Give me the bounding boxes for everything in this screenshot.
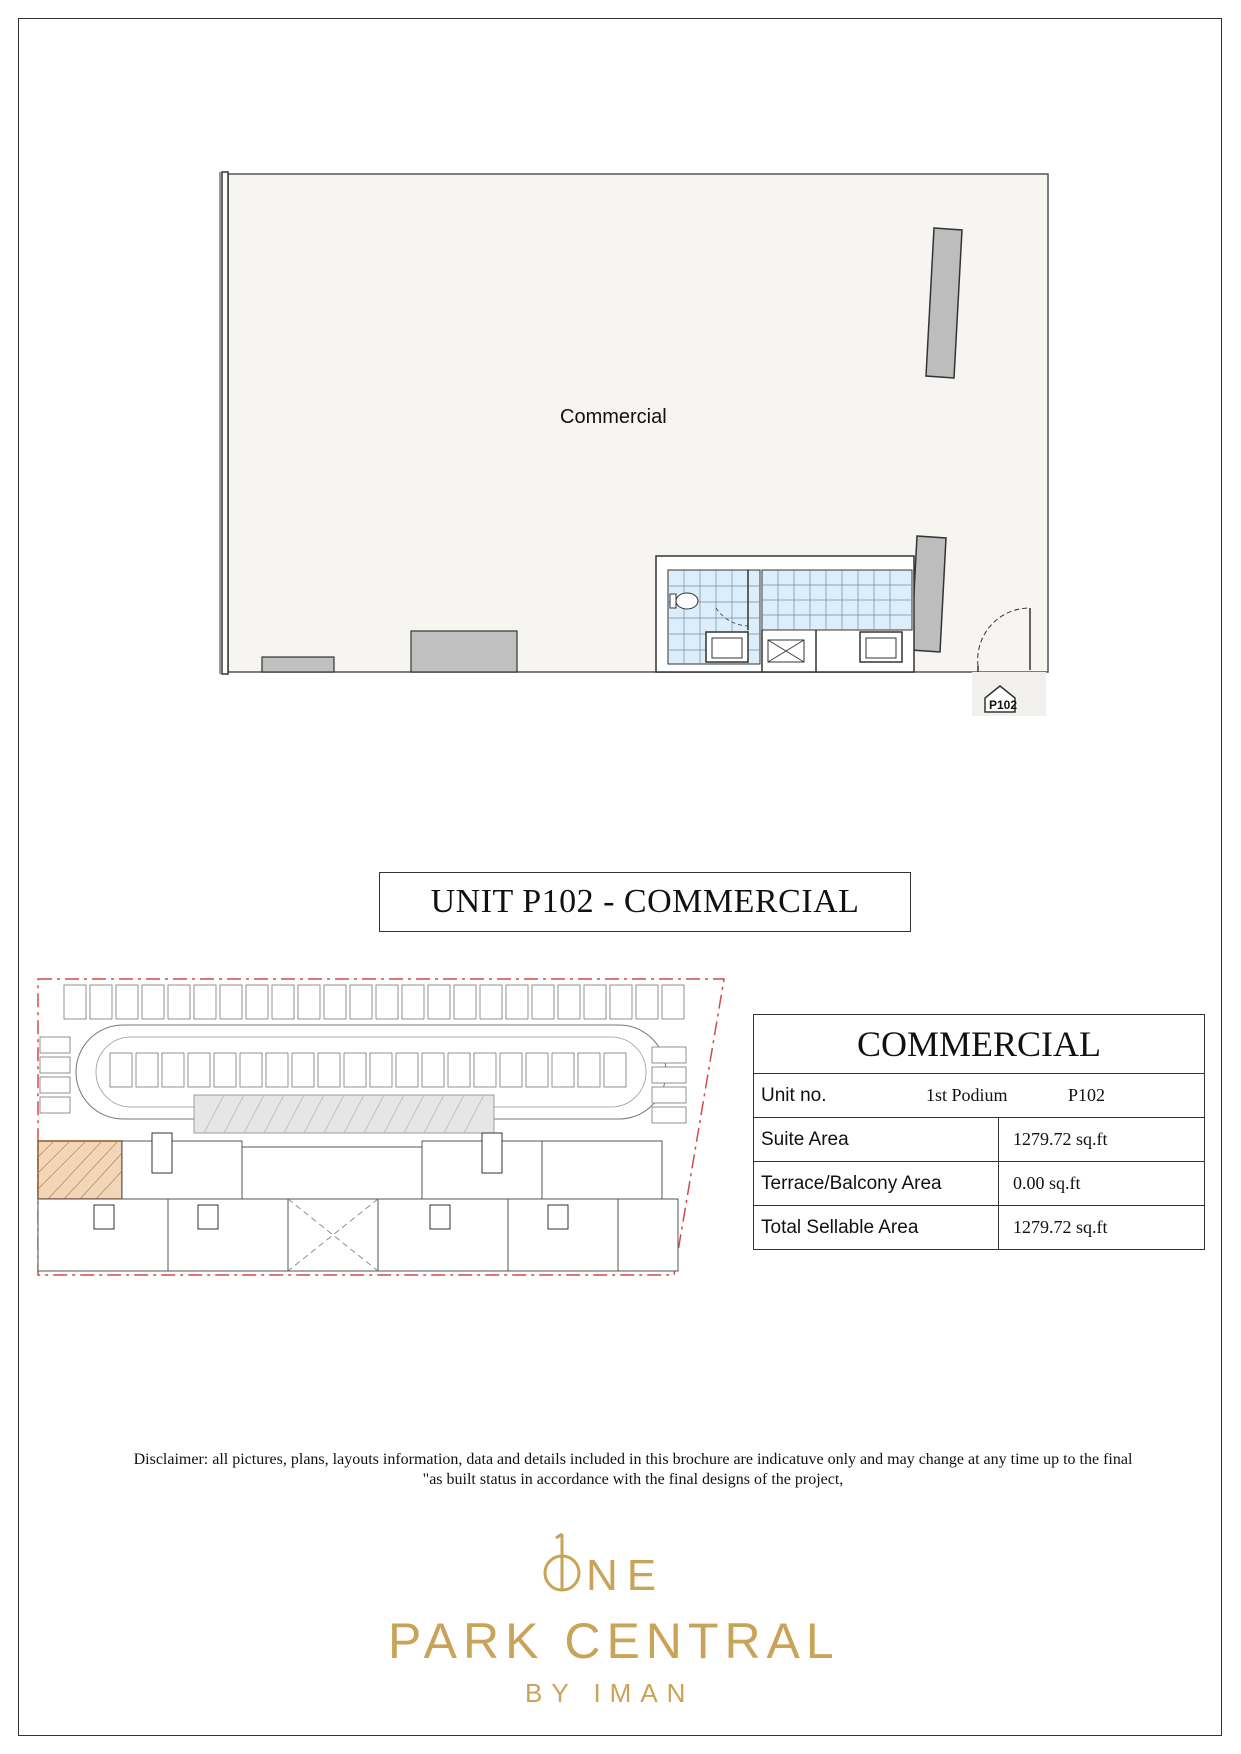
brand-logo [340,1530,900,1710]
disclaimer-line-2: "as built status in accordance with the final designs of the project, [422,1471,844,1488]
room-label-commercial: Commercial [560,406,667,428]
unit-no-row [754,1074,1205,1118]
logo-text-by-iman: BY IMAN [525,1678,695,1708]
podium-units [38,1141,678,1271]
logo-one-mark-icon [545,1534,579,1590]
logo-text-park-central: PARK CENTRAL [388,1613,840,1669]
ramp-hatch [194,1095,494,1133]
bottom-column-left [262,657,334,672]
unit-floor-plan [200,160,1060,730]
suite-area-label: Suite Area [754,1118,999,1162]
area-table-heading: COMMERCIAL [754,1015,1205,1074]
bottom-column-center [411,631,517,672]
restroom-block [656,556,914,672]
table-row [754,1118,1205,1162]
total-area-value: 1279.72 sq.ft [999,1206,1205,1250]
total-area-label: Total Sellable Area [754,1206,999,1250]
unit-no-label: Unit no. [761,1084,827,1106]
highlighted-unit-p102 [38,1141,122,1199]
table-row [754,1206,1205,1250]
toilet-icon [676,593,698,609]
table-row [754,1162,1205,1206]
key-plan [34,977,730,1279]
terrace-area-label: Terrace/Balcony Area [754,1162,999,1206]
terrace-area-value: 0.00 sq.ft [999,1162,1205,1206]
left-glazing-wall [222,172,228,674]
disclaimer [74,1450,1192,1490]
suite-area-value: 1279.72 sq.ft [999,1118,1205,1162]
unit-tag-label: P102 [989,698,1018,712]
logo-text-one: NE [586,1551,666,1600]
column-lower-right [911,536,946,652]
unit-no-value: P102 [1068,1085,1106,1105]
unit-title: UNIT P102 - COMMERCIAL [379,872,911,932]
unit-level: 1st Podium [926,1085,1008,1105]
area-table [753,1014,1205,1250]
disclaimer-line-1: Disclaimer: all pictures, plans, layouts information, data and details included in this brochure are indicatuve only and may change at any time up to the final [133,1451,1133,1468]
